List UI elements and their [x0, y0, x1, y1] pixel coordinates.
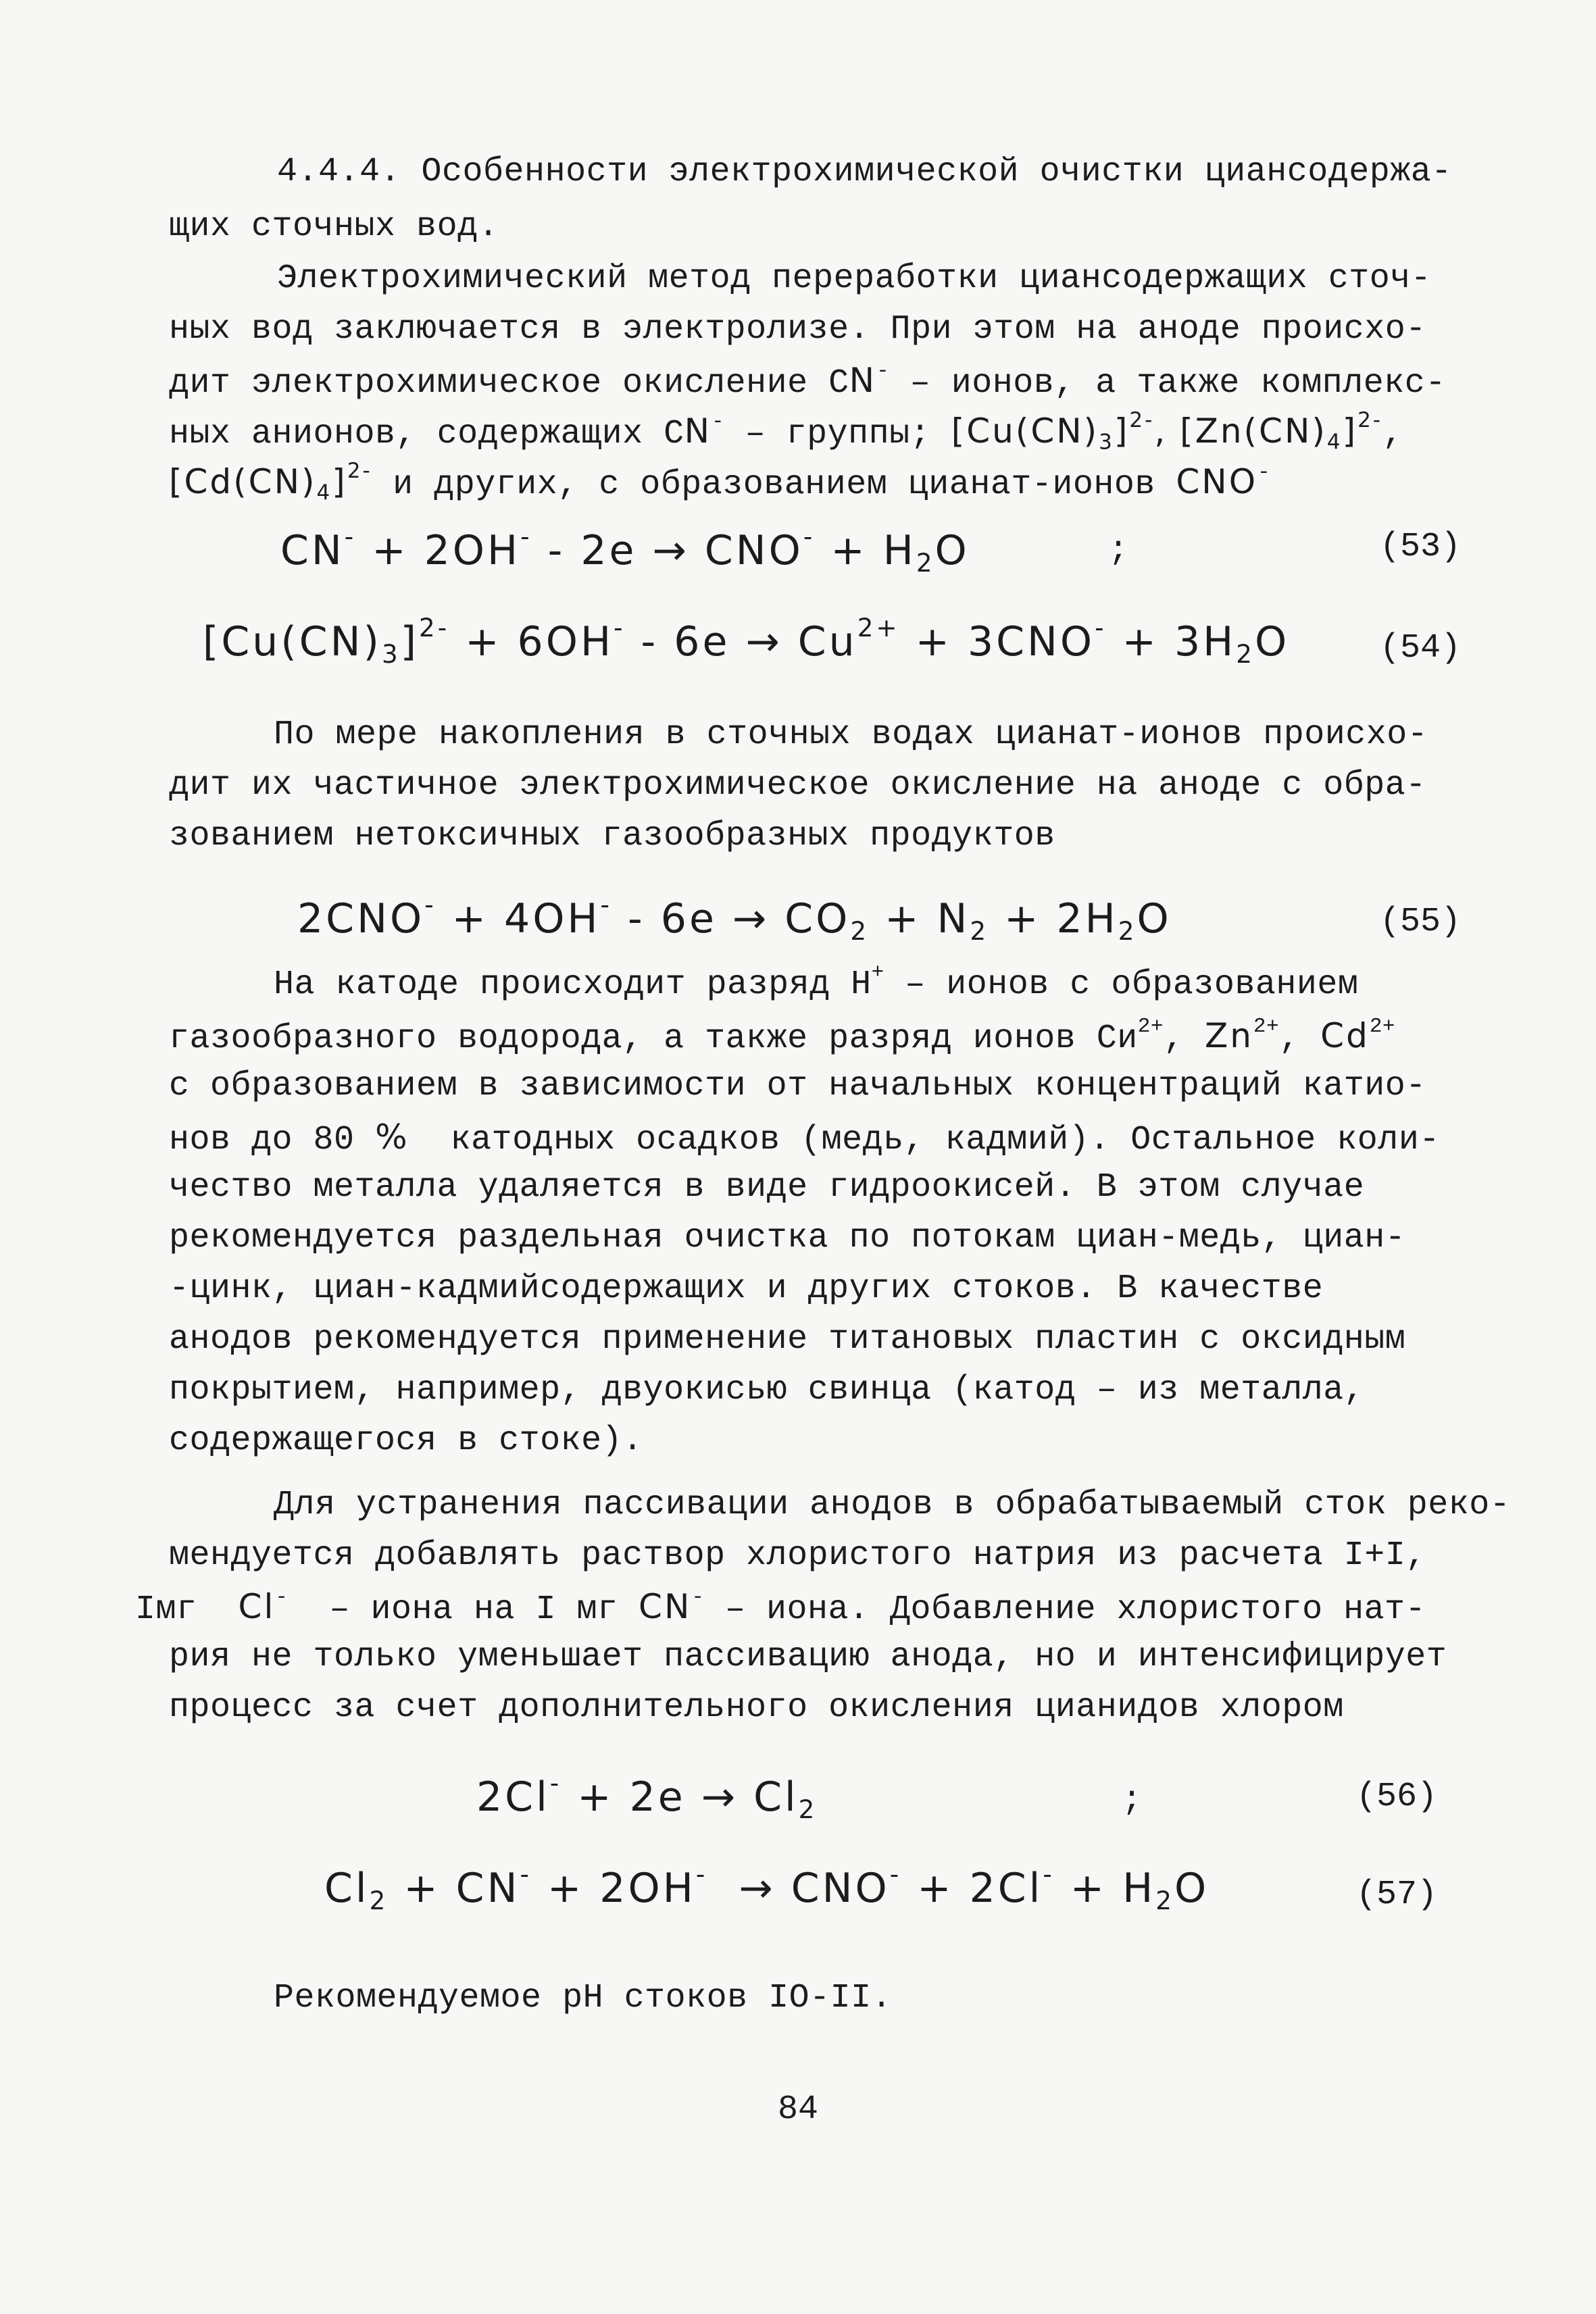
equation-56-number: (56) [1355, 1778, 1437, 1816]
section-heading-line-2: щих сточных вод. [169, 207, 499, 246]
equation-57-number: (57) [1355, 1876, 1437, 1914]
paragraph-3-line-2: газообразного водорода, а также разряд ионов $Си^{2+}$, $Zn^{2+}$, $Cd^{2+}$ [169, 1014, 1396, 1058]
paragraph-3-line-5: чество металла удаляется в виде гидроокисей. В этом случае [169, 1168, 1365, 1207]
equation-56: $2Cl^- + 2e \to Cl_2$ [476, 1768, 818, 1825]
equation-56-semicolon: ; [1122, 1781, 1143, 1819]
paragraph-4-line-5: процесс за счет дополнительного окисления цианидов хлором [169, 1688, 1344, 1727]
paragraph-2-line-1: По мере накопления в сточных водах цианат-ионов происхо- [274, 715, 1428, 754]
closing-line: Рекомендуемое рН стоков IO-II. [274, 1979, 893, 2017]
paragraph-4-line-3: Iмг Cl- – иона на I мг CN- – иона. Добавление хлористого нат- [135, 1585, 1426, 1629]
equation-55-number: (55) [1379, 903, 1461, 941]
paragraph-3-line-6: рекомендуется раздельная очистка по потокам циан-медь, циан- [169, 1219, 1406, 1257]
paragraph-2-line-3: зованием нетоксичных газообразных продуктов [169, 817, 1055, 855]
paragraph-3-line-4: нов до 80 % катодных осадков (медь, кадмий). Остальное коли- [169, 1117, 1440, 1159]
paragraph-1-line-4: ных анионов, содержащих СN- – группы; $[Cu(CN)_3]^{2-}$, $[Zn(CN)_4]^{2-}$, [169, 407, 1403, 455]
equation-54: $[Cu(CN)_3]^{2-} + 6OH^- - 6e \to Cu^{2+} + 3CNO^- + 3H_2O$ [203, 613, 1290, 670]
paragraph-4-line-1: Для устранения пассивации анодов в обрабатываемый сток реко- [274, 1486, 1511, 1524]
paragraph-3-line-7: -цинк, циан-кадмийсодержащих и других стоков. В качестве [169, 1269, 1324, 1308]
page-number: 84 [777, 2090, 818, 2129]
paragraph-3-line-3: с образованием в зависимости от начальных концентраций катио- [169, 1067, 1426, 1105]
equation-53-number: (53) [1379, 528, 1461, 566]
paragraph-3-line-9: покрытием, например, двуокисью свинца (катод – из металла, [169, 1371, 1365, 1409]
paragraph-1-line-1: Электрохимический метод переработки циансодержащих сточ- [277, 259, 1432, 298]
equation-55: $2CNO^- + 4OH^- - 6e \to CO_2 + N_2 + 2H_2O$ [297, 890, 1172, 947]
paragraph-1-line-5: $[Cd(CN)_4]^{2-}$ и других, с образованием цианат-ионов CNO- [169, 458, 1271, 505]
equation-53: $CN^- + 2OH^- - 2e \to CNO^- + H_2O$ [280, 522, 970, 578]
equation-54-number: (54) [1379, 629, 1461, 668]
paragraph-3-line-10: содержащегося в стоке). [169, 1422, 643, 1460]
paragraph-3-line-1: На катоде происходит разряд Н+ – ионов с образованием [274, 960, 1359, 1004]
equation-53-semicolon: ; [1108, 531, 1129, 570]
paragraph-1-line-2: ных вод заключается в электролизе. При этом на аноде происхо- [169, 310, 1426, 349]
paragraph-4-line-2: мендуется добавлять раствор хлористого натрия из расчета I+I, [169, 1536, 1426, 1575]
paragraph-1-line-3: дит электрохимическое окисление СN- – ионов, а также комплекс- [169, 359, 1446, 403]
paragraph-2-line-2: дит их частичное электрохимическое окисление на аноде с обра- [169, 766, 1426, 805]
equation-57: $Cl_2 + CN^- + 2OH^- \to CNO^- + 2Cl^- + H_2O$ [324, 1859, 1210, 1916]
paragraph-4-line-4: рия не только уменьшает пассивацию анода, но и интенсифицирует [169, 1638, 1447, 1676]
section-heading-line-1: 4.4.4. Особенности электрохимической очистки циансодержа- [277, 153, 1452, 191]
paragraph-3-line-8: анодов рекомендуется применение титановых пластин с оксидным [169, 1320, 1406, 1359]
